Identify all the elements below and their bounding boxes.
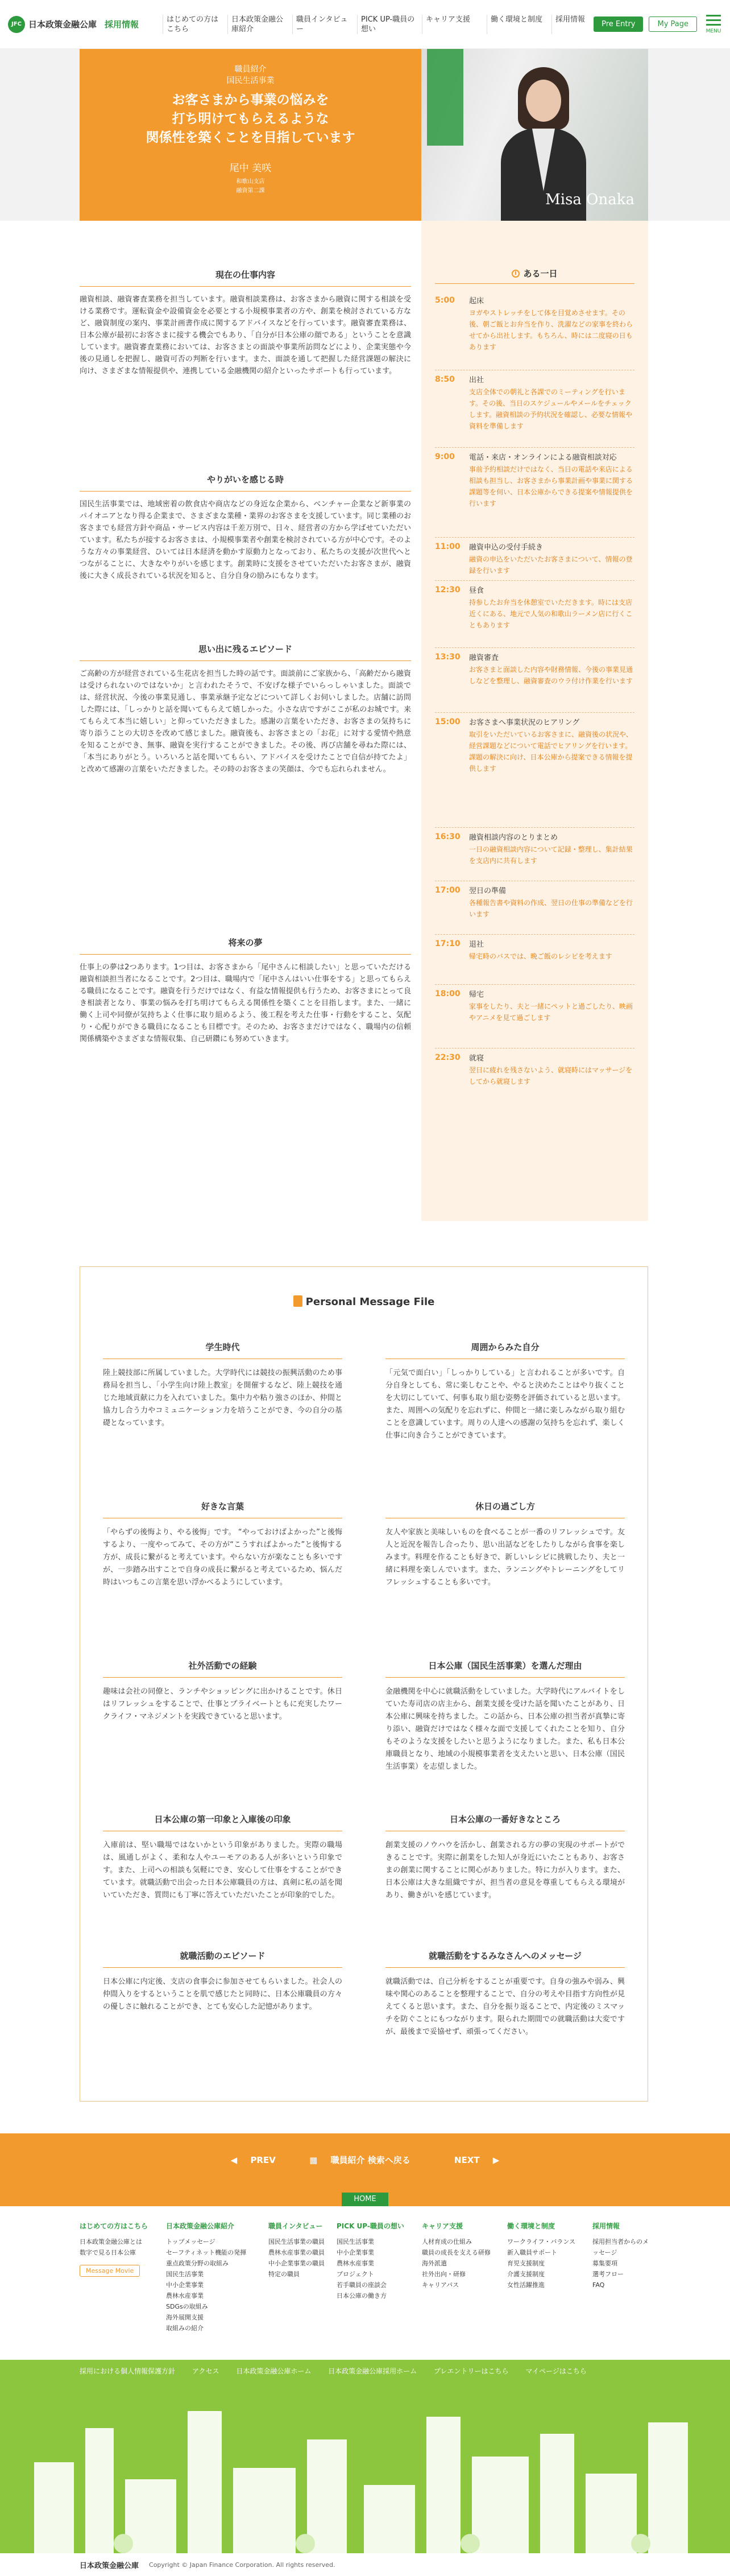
schedule-time: 22:30 (435, 1053, 461, 1062)
schedule-heading: 翌日の準備 (469, 887, 507, 895)
schedule-desc: 翌日に疲れを残さないよう、就寝時にはマッサージをしてから就寝します (469, 1066, 633, 1085)
hero-division: 国民生活事業 (226, 76, 275, 85)
schedule-item (435, 647, 634, 687)
sitemap-link[interactable]: 取組みの紹介 (166, 2325, 204, 2332)
schedule-item (435, 712, 634, 774)
pm-body: 就職活動では、自己分析をすることが重要です。自身の強みや弱み、興味や関心のあることを整理することで、自分の考えや目指す方向性が見えてくると思います。また、自分を振り返ることで、内定後のミスマッチを防ぐことにもつながります。限られた期間での就職活動は大変ですが、最後まで妥協せず、頑張ってください。 (385, 1978, 625, 2036)
sitemap-link[interactable]: 海外展開支援 (166, 2314, 204, 2321)
schedule-item (435, 537, 634, 576)
sitemap-link[interactable]: キャリアパス (422, 2281, 459, 2289)
section-title: 将来の夢 (80, 936, 411, 955)
section-title: 思い出に残るエピソード (80, 643, 411, 661)
sitemap-link[interactable]: 育児支援制度 (507, 2260, 545, 2267)
schedule-heading: 融資審査 (469, 654, 499, 662)
interview-pager (0, 2133, 730, 2206)
sitemap-link[interactable]: 若手職員の座談会 (337, 2281, 387, 2289)
schedule-heading: 融資申込の受付手続き (469, 543, 544, 552)
sitemap-link[interactable]: 特定の職員 (268, 2270, 300, 2278)
personal-title-text: Personal Message File (305, 1296, 435, 1308)
hero-category: 職員紹介 (234, 65, 267, 74)
sitemap-link[interactable]: 数字で見る日本公庫 (80, 2249, 136, 2256)
schedule-desc: 事前予約相談だけではなく、当日の電話や来店による相談も担当し、お客さまから事業計画や事業に関する課題等を伺い、日本公庫からできる提案や情報提供を行います (469, 465, 633, 507)
hero-photo (421, 49, 648, 221)
pm-heading: 休日の過ごし方 (385, 1500, 625, 1518)
sitemap-col (422, 2221, 506, 2290)
logo-text: 日本政策金融公庫 (28, 19, 97, 30)
section-body: ご高齢の方が経営されている生花店を担当した時の話です。面談前にご家族から、「高齢だから融資は受けられないのではないか」と言われたそうで、不安げな様子でいらっしゃいました。面談では、経営状況、今後の事業見通し、事業承継予定などについて詳しくお伺いしました。店舗に訪問した際には、「しっかりと話を聞いてもらえて嬉しかった。小さな店ですがここが私のお城です。来てもらえて本当に嬉しい」と仰っていただきました。感謝の言葉をいただき、お客さまの気持ちに寄り添うことの大切さを改めて感じました。融資後も、お客さまとの「お花」に対する愛情や熱意を知ることができ、無事、融資を実行することができました。その後、再び店舗を尋ねた際には、「本当にありがとう。いろいろと話を聞いてもらい、アドバイスを受けたことで自信が持てたよ」と改めて感謝の言葉をいただきました。その時のお客さまの笑顔は、今でも忘れられません。 (80, 670, 411, 774)
file-icon (293, 1295, 302, 1307)
footer-link-jfc-home[interactable]: 日本政策金融公庫ホーム (236, 2367, 312, 2375)
nav-item-interviews[interactable]: 職員インタビュー (292, 15, 354, 34)
schedule-title-text: ある一日 (523, 269, 558, 279)
schedule-time: 15:00 (435, 717, 461, 726)
nav-item-about[interactable]: 日本政策金融公庫紹介 (227, 15, 289, 34)
schedule-heading: 出社 (469, 376, 484, 385)
hero-name-en: Misa Onaka (545, 191, 634, 208)
nav-item-career[interactable]: キャリア支援 (422, 15, 483, 34)
pm-item-holidays (385, 1500, 625, 1589)
hamburger-icon (706, 15, 721, 16)
schedule-title (421, 267, 648, 279)
pm-item-job-hunting (103, 1950, 342, 2013)
sitemap-link[interactable]: 海外派遣 (422, 2260, 447, 2267)
sitemap-link[interactable]: 選考フロー (592, 2270, 624, 2278)
schedule-desc: 取引をいただいているお客さまに、融資後の状況や、経営課題などについて電話でヒアリングを行います。課題の解決に向け、日本公庫から提案できる情報を提供します (469, 730, 633, 773)
sitemap-link[interactable]: 採用担当者からのメッセージ (592, 2238, 649, 2256)
sitemap-col (592, 2221, 649, 2290)
hero-dept-line: 融資第二課 (236, 188, 265, 194)
pm-item-reason (385, 1659, 625, 1773)
schedule-time: 12:30 (435, 585, 461, 595)
pm-heading: 好きな言葉 (103, 1500, 342, 1518)
schedule-item (435, 934, 634, 962)
schedule-desc: 一日の融資相談内容について記録・整理し、集計結果を支店内に共有します (469, 845, 633, 865)
personal-message-file (80, 1266, 648, 2102)
pm-heading: 日本公庫の一番好きなところ (385, 1813, 625, 1831)
pm-heading: 日本公庫の第一印象と入庫後の印象 (103, 1813, 342, 1831)
city-illustration (0, 2383, 730, 2553)
sitemap-link[interactable]: 国民生活事業の職員 (268, 2238, 325, 2245)
schedule-desc: 各種報告書や資料の作成、翌日の仕事の準備などを行います (469, 899, 633, 918)
footer-link-privacy[interactable]: 採用における個人情報保護方針 (80, 2367, 176, 2375)
schedule-time: 9:00 (435, 452, 455, 461)
page-footer (0, 2553, 730, 2576)
schedule-heading: 電話・来店・オンラインによる融資相談対応 (469, 453, 617, 462)
sitemap-link[interactable]: 農林水産事業の職員 (268, 2249, 325, 2256)
sitemap-col (166, 2221, 250, 2334)
hamburger-icon (706, 19, 721, 21)
schedule-desc: 支店全体での朝礼と各課でのミーティングを行います。その後、当日のスケジュールやメールをチェックします。融資相談の予約状況を確認し、必要な情報や資料を準備します (469, 388, 633, 430)
section-episode (80, 643, 411, 775)
footer-link-mypage[interactable]: マイページはこちら (525, 2367, 587, 2375)
logo-mark-icon: JFC (8, 16, 25, 33)
sitemap-link[interactable]: 女性活躍推進 (507, 2281, 545, 2289)
schedule-heading: 融資相談内容のとりまとめ (469, 833, 558, 842)
sitemap-link[interactable]: 重点政策分野の取組み (166, 2260, 229, 2267)
sitemap-link[interactable]: 介護支援制度 (507, 2270, 545, 2278)
schedule-heading: 帰宅 (469, 990, 484, 999)
footer-link-pre-entry[interactable]: プレエントリーはこちら (434, 2367, 509, 2375)
nav-item-first-time[interactable]: はじめての方はこちら (163, 15, 224, 34)
sitemap-heading[interactable]: キャリア支援 (422, 2222, 463, 2230)
schedule-time: 18:00 (435, 989, 461, 998)
pm-item-favorite-part (385, 1813, 625, 1902)
schedule-time: 17:00 (435, 886, 461, 895)
pm-body: 「やらずの後悔より、やる後悔」です。 “やっておけばよかった”と後悔するより、一度やってみて、その方が“こうすればよかった”と後悔する方が、成長に繋がると考えています。やらない方が楽なことも多いですが、一歩踏み出すことで自身の成長に繋がると考えているため、悩んだ時はいつもこの言葉を思い浮かべるようにしています。 (103, 1528, 342, 1587)
pre-entry-button[interactable]: Pre Entry (594, 16, 643, 32)
schedule-item (435, 1048, 634, 1087)
schedule-desc: ヨガやストレッチをして体を目覚めさせます。その後、朝ご飯とお弁当を作り、洗濯などの家事を終わらせてから出社します。もちろん、時には二度寝の日もあります (469, 309, 633, 351)
sitemap-heading[interactable]: 働く環境と制度 (507, 2222, 555, 2230)
schedule-heading: 昼食 (469, 587, 484, 595)
hero (0, 49, 730, 221)
schedule-heading: 起床 (469, 297, 484, 306)
schedule-heading: 就寝 (469, 1054, 484, 1063)
sitemap-col (337, 2221, 421, 2301)
section-title: 現在の仕事内容 (80, 269, 411, 287)
sitemap-link[interactable]: 中小企業事業 (337, 2249, 374, 2256)
footer-link-access[interactable]: アクセス (192, 2367, 219, 2375)
hero-title-line: 打ち明けてもらえるような (172, 112, 329, 126)
next-link[interactable]: NEXT ▶ (454, 2155, 500, 2165)
section-title: やりがいを感じる時 (80, 473, 411, 492)
sitemap-heading[interactable]: 日本政策金融公庫紹介 (166, 2222, 235, 2230)
sitemap-link[interactable]: 人材育成の仕組み (422, 2238, 472, 2245)
footer-logo[interactable]: 日本政策金融公庫 (80, 2561, 139, 2570)
section-future-dream (80, 936, 411, 1045)
schedule-time: 5:00 (435, 296, 455, 305)
home-button[interactable]: HOME (342, 2193, 388, 2206)
sitemap-link[interactable]: 社外出向・研修 (422, 2270, 466, 2278)
hero-text-panel (80, 49, 421, 221)
back-to-list-link[interactable]: ▦ 職員紹介 検索へ戻る (309, 2155, 410, 2165)
pm-heading: 周囲からみた自分 (385, 1341, 625, 1359)
schedule-desc: 融資の申込をいただいたお客さまについて、情報の登録を行います (469, 555, 633, 575)
nav-item-environment[interactable]: 働く環境と制度 (487, 15, 548, 34)
sitemap-link[interactable]: 国民生活事業 (337, 2238, 374, 2245)
pm-heading: 学生時代 (103, 1341, 342, 1359)
schedule-item (435, 984, 634, 1023)
pm-item-impression (103, 1813, 342, 1902)
sitemap-link[interactable]: プロジェクト (337, 2270, 374, 2278)
pm-body: 趣味は会社の同僚と、ランチやショッピングに出かけることです。休日はリフレッシュをすることで、仕事とプライベートともに充実したワークライフ・マネジメントを実践できていると思います。 (103, 1687, 342, 1721)
sitemap-link[interactable]: 日本政策金融公庫とは (80, 2238, 142, 2245)
sitemap-link[interactable]: 農林水産事業 (337, 2260, 374, 2267)
schedule-item (435, 881, 634, 920)
schedule-time: 13:30 (435, 653, 461, 662)
nav-item-pickup[interactable]: PICK UP-職員の想い (357, 15, 418, 34)
hero-title-line: お客さまから事業の悩みを (172, 93, 329, 108)
schedule-heading: お客さまへ事業状況のヒアリング (469, 719, 580, 727)
schedule-time: 8:50 (435, 375, 455, 384)
sitemap-link[interactable]: セーフティネット機能の発揮 (166, 2249, 247, 2256)
pm-item-message (385, 1950, 625, 2038)
site-name: 採用情報 (105, 19, 139, 30)
pm-item-student (103, 1341, 342, 1430)
hero-title-line: 関係性を築くことを目指しています (146, 130, 355, 145)
sitemap-col (80, 2221, 164, 2277)
schedule-time: 17:10 (435, 939, 461, 948)
nav-item-recruit[interactable]: 採用情報 (551, 15, 591, 34)
site-header (0, 0, 730, 49)
schedule-item (435, 827, 634, 866)
pm-item-self-image (385, 1341, 625, 1442)
prev-link[interactable]: ◀ PREV (230, 2155, 276, 2165)
section-body: 仕事上の夢は2つあります。1つ目は、お客さまから「尾中さんに相談したい」と思っていただける融資相談担当者になることです。2つ目は、職場内で「尾中さんはいい仕事をする」と思ってもらえる職員になることです。融資を行うだけではなく、有益な情報提供も行うため、お客さまにとって良き相談者となり、事業の悩みを打ち明けてもらえる関係性を築くことを目指します。また、一緒に働く上司や同僚が気持ちよく仕事に取り組めるよう、後工程を考えた仕事・行動をすること、気配り・心配りができる職員になることも目標です。そのため、お客さまだけではなく、職場内の信頼関係構築やさまざまな情報収集、自己研鑽にも努めていきます。 (80, 963, 411, 1043)
hero-title (80, 91, 421, 147)
pm-body: 日本公庫に内定後、支店の食事会に参加させてもらいました。社会人の仲間入りをするということを肌で感じたと同時に、日本公庫職員の方々の優しさに触れることができ、とても安心した記憶があります。 (103, 1978, 342, 2011)
schedule-desc: お客さまと面談した内容や財務情報、今後の事業見通しなどを整理し、融資審査のウラ付け作業を行います (469, 666, 633, 685)
sitemap-link[interactable]: 農林水産事業 (166, 2292, 204, 2300)
sitemap-col (507, 2221, 591, 2290)
sitemap-link[interactable]: トップメッセージ (166, 2238, 215, 2245)
sitemap-heading[interactable]: 採用情報 (592, 2222, 620, 2230)
sitemap-link[interactable]: 中小企業事業 (166, 2281, 204, 2289)
menu-label: MENU (706, 28, 721, 34)
schedule-desc: 持参したお弁当を休憩室でいただきます。時には支店近くにある、地元で人気の和歌山ラーメン店に行くこともあります (469, 598, 633, 629)
sitemap-link[interactable]: ワークライフ・バランス (507, 2238, 576, 2245)
menu-button[interactable] (705, 15, 722, 34)
schedule-time: 11:00 (435, 542, 461, 551)
schedule-item (435, 370, 634, 432)
schedule-time: 16:30 (435, 832, 461, 841)
sitemap-link[interactable]: SDGsの取組み (166, 2303, 208, 2310)
hamburger-icon (706, 24, 721, 26)
pm-body: 「元気で面白い」「しっかりしている」と言われることが多いです。自分自身としても、常に楽しむことや、やると決めたことはやり抜くことを大切にしていて、何事も取り組む姿勢を評価されていると思います。また、周囲への気配りを忘れずに、仲間と一緒に楽しみながら取り組むことを意識しています。周りの人達への感謝の気持ちを忘れず、楽しく仕事に向き合うことができています。 (385, 1369, 625, 1440)
sitemap-link[interactable]: 中小企業事業の職員 (268, 2260, 325, 2267)
sitemap-link[interactable]: 募集要項 (592, 2260, 617, 2267)
sitemap-link[interactable]: 国民生活事業 (166, 2270, 204, 2278)
schedule-desc: 家事をしたり、夫と一緒にペットと過ごしたり、映画やアニメを見て過ごします (469, 1002, 633, 1022)
section-current-work (80, 269, 411, 377)
pm-heading: 就職活動のエピソード (103, 1950, 342, 1968)
sitemap-link[interactable]: 新入職員サポート (507, 2249, 557, 2256)
schedule-item (435, 580, 634, 631)
pm-item-favorite-words (103, 1500, 342, 1589)
footer-sitemap (0, 2206, 730, 2360)
pm-heading: 社外活動での経験 (103, 1659, 342, 1678)
sitemap-link[interactable]: FAQ (592, 2281, 605, 2289)
global-nav (163, 15, 591, 34)
personal-title (80, 1295, 648, 1308)
pm-item-outside-activities (103, 1659, 342, 1723)
pm-body: 創業支援のノウハウを活かし、創業される方の夢の実現のサポートができることです。実際に創業をした知人が身近にいたこともあり、お客さまの創業に関することに関心がありました。特に力が入ります。また、日本公庫は大きな組織ですが、担当者の意見を尊重してもらえる環境があり、働きがいを感じています。 (385, 1841, 625, 1900)
pm-body: 入庫前は、堅い職場ではないかという印象がありました。実際の職場は、風通しがよく、柔和な人やユーモアのある人が多いという印象です。また、上司への相談も気軽にでき、安心して仕事をすることができています。就職活動で出会った日本公庫職員の方は、真剣に私の話を聞いていただき、質問にも丁寧に答えていただいたことが印象的でした。 (103, 1841, 342, 1900)
pm-heading: 就職活動をするみなさんへのメッセージ (385, 1950, 625, 1968)
pm-body: 友人や家族と美味しいものを食べることが一番のリフレッシュです。友人と近況を報告し合ったり、思い出話などをしたりしながら食事を楽しみます。料理を作ることも好きで、新しいレシピに挑戦したり、夫と一緒に料理を楽しんでいます。また、ランニングやトレーニングをしてリフレッシュすることも多いです。 (385, 1528, 625, 1587)
my-page-button[interactable]: My Page (649, 16, 697, 32)
sitemap-heading[interactable]: PICK UP-職員の想い (337, 2222, 404, 2230)
message-movie-button[interactable]: Message Movie (80, 2265, 140, 2277)
schedule-item (435, 291, 634, 353)
site-logo[interactable] (8, 16, 139, 33)
one-day-schedule (421, 221, 648, 1221)
hero-dept-line: 和歌山支店 (236, 179, 265, 185)
sitemap-link[interactable]: 職員の成長を支える研修 (422, 2249, 491, 2256)
pm-heading: 日本公庫（国民生活事業）を選んだ理由 (385, 1659, 625, 1678)
copyright: Copyright © Japan Finance Corporation. All rights reserved. (149, 2561, 335, 2569)
pm-body: 金融機関を中心に就職活動をしていました。大学時代にアルバイトをしていた寿司店の店主から、創業支援を受けた話を聞いたことがあり、日本公庫に興味を持ちました。この話から、日本公庫の担当者が真摯に寄り添い、融資だけではなく様々な面で支援してくれたことを知り、自分もそのような支援をしたいと思うようになりました。また、私も日本公庫職員となり、地域の小規模事業者を支えたいと思い、日本公庫（国民生活事業）を志望しました。 (385, 1687, 625, 1771)
section-rewarding (80, 473, 411, 582)
pm-body: 陸上競技部に所属していました。大学時代には競技の振興活動のため事務局を担当し、「小学生向け陸上教室」を開催するなど、陸上競技を通じた地域貢献に力を入れていました。集中力や粘り強さのほか、仲間と協力し合う力やコミュニケーション力を培うことができ、今の自分の基礎となっています。 (103, 1369, 342, 1427)
clock-icon (512, 270, 520, 278)
schedule-heading: 退社 (469, 940, 484, 949)
section-body: 融資相談、融資審査業務を担当しています。融資相談業務は、お客さまから融資に関する相談を受ける業務です。運転資金や設備資金を必要とする小規模事業者の方や、創業を検討されている方など、融資制度の案内、事業計画書作成に関するアドバイスなどを行っています。融資審査業務は、日本公庫が最初にお客さまに接する機会でもあり、「自分が日本公庫の顔である」ということを意識しています。融資審査業務においては、お客さまとの面談や事業所訪問などにより、企業実態や今後の見通しを把握し、融資可否の判断を行います。また、面談を通して把握した経営課題の解決に向け、さまざまな情報提供や、連携している金融機関の紹介といったサポートも行っています。 (80, 295, 411, 375)
hero-dept (80, 177, 421, 196)
schedule-item (435, 447, 634, 509)
photo-signboard (427, 49, 463, 146)
footer-links (0, 2360, 730, 2383)
hero-name: 尾中 美咲 (229, 163, 272, 174)
sitemap-heading[interactable]: はじめての方はこちら (80, 2222, 148, 2230)
section-body: 国民生活事業では、地域密着の飲食店や商店などの身近な企業から、ベンチャー企業など新事業のパイオニアとなり得る企業まで、さまざまな業種・業界のお客さまを支援しています。同じ業種のお客さまでも経営方針や商品・サービス内容は千差万別で、日々、経営者の方から学ばせていただいています。私たちが接するお客さまは、小規模事業者や創業を検討されている方が中心です。そのような方々の事業経営、ひいては日本経済を動かす原動力となっており、私たちの支援が次世代へとつながることに、大きなやりがいを感じます。創業時に支援をさせていただいたお客さまが、融資後に大きく成長されている状況を知ると、自分自身の励みにもなります。 (80, 500, 411, 580)
sitemap-link[interactable]: 日本公庫の働き方 (337, 2292, 387, 2300)
sitemap-heading[interactable]: 職員インタビュー (268, 2222, 323, 2230)
schedule-desc: 帰宅時のバスでは、晩ご飯のレシピを考えます (469, 952, 612, 960)
interview-main (0, 221, 730, 1268)
footer-link-recruit-home[interactable]: 日本政策金融公庫採用ホーム (328, 2367, 417, 2375)
